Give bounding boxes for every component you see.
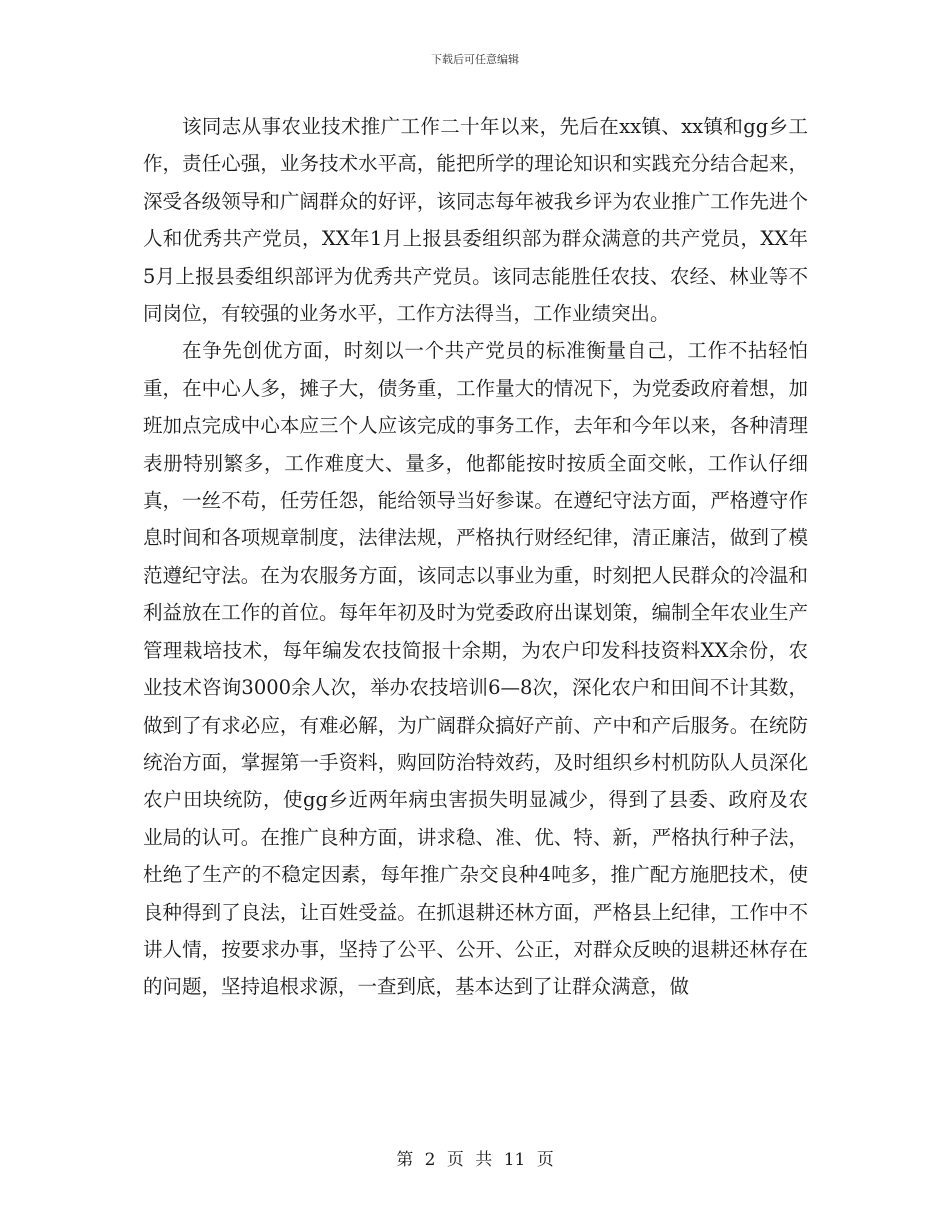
page-number-footer: 第 2 页 共 11 页 [396,1150,554,1170]
document-body [143,108,808,1006]
paragraph-1: 该同志从事农业技术推广工作二十年以来，先后在xx镇、xx镇和gg乡工作，责任心强，业务技术水平高，能把所学的理论知识和实践充分结合起来，深受各级领导和广阔群众的好评，该同志每年被我乡评为农业推广工作先进个人和优秀共产党员，XX年1月上报县委组织部为群众满意的共产党员，XX年5月上报县委组织部评为优秀共产党员。该同志能胜任农技、农经、林业等不同岗位，有较强的业务水平，工作方法得当，工作业绩突出。 [143,115,808,326]
paragraph-2: 在争先创优方面，时刻以一个共产党员的标准衡量自己，工作不拈轻怕重，在中心人多，摊子大，债务重，工作量大的情况下，为党委政府着想，加班加点完成中心本应三个人应该完成的事务工作，去年和今年以来，各种清理表册特别繁多，工作难度大、量多，他都能按时按质全面交帐，工作认仔细真，一丝不苟，任劳任怨，能给领导当好参谋。在遵纪守法方面，严格遵守作息时间和各项规章制度，法律法规，严格执行财经纪律，清正廉洁，做到了模范遵纪守法。在为农服务方面，该同志以事业为重，时刻把人民群众的冷温和利益放在工作的首位。每年年初及时为党委政府出谋划策，编制全年农业生产管理栽培技术，每年编发农技简报十余期，为农户印发科技资料XX余份，农业技术咨询3000余人次，举办农技培训6—8次，深化农户和田间不计其数，做到了有求必应，有难必解，为广阔群众搞好产前、产中和产后服务。在统防统治方面，掌握第一手资料，购回防治特效药，及时组织乡村机防队人员深化农户田块统防，使gg乡近两年病虫害损失明显减少，得到了县委、政府及农业局的认可。在推广良种方面，讲求稳、准、优、特、新，严格执行种子法，杜绝了生产的不稳定因素，每年推广杂交良种4吨多，推广配方施肥技术，使良种得到了良法，让百姓受益。在抓退耕还林方面，严格县上纪律，工作中不讲人情，按要求办事，坚持了公平、公开、公正，对群众反映的退耕还林存在的问题，坚持追根求源，一查到底，基本达到了让群众满意，做 [143,339,808,999]
page-header-note: 下载后可任意编辑 [431,53,519,66]
